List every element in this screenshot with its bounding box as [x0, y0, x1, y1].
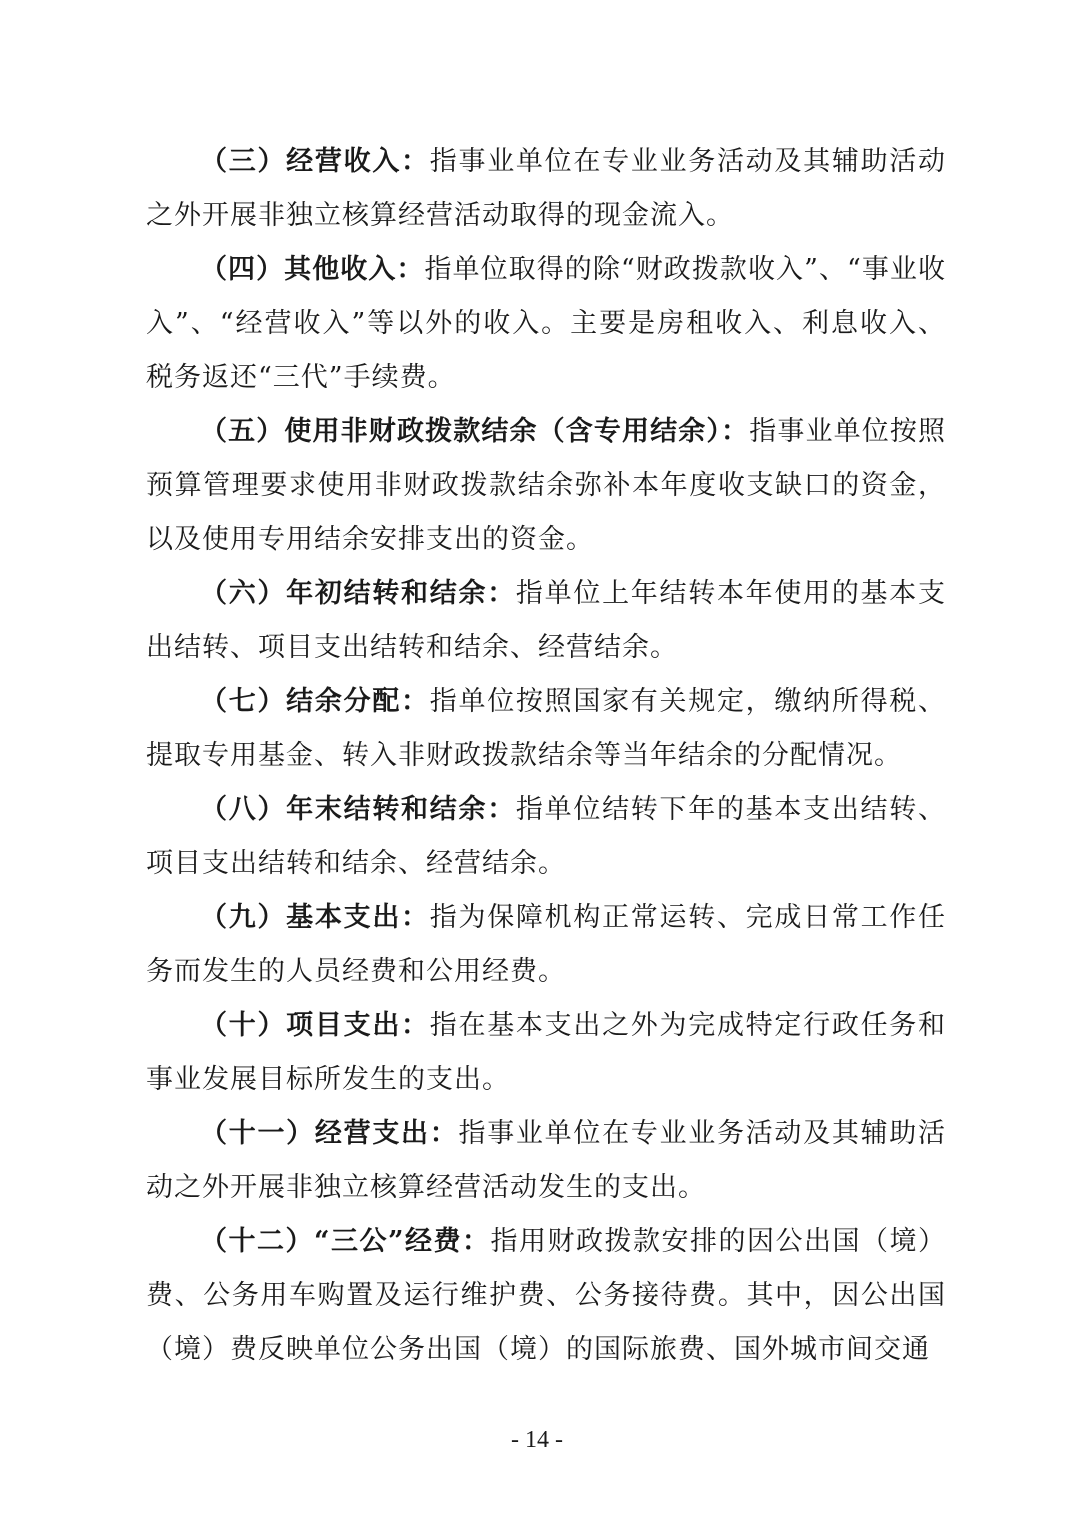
definition-operating-expenditure: 指事业单位在专业业务活动及其辅助活动之外开展非独立核算经营活动发生的支出。	[146, 1118, 947, 1203]
definition-opening-carryover: 指单位上年结转本年使用的基本支出结转、项目支出结转和结余、经营结余。	[146, 578, 947, 663]
definition-basic-expenditure: 指为保障机构正常运转、完成日常工作任务而发生的人员经费和公用经费。	[146, 902, 947, 987]
definition-project-expenditure: 指在基本支出之外为完成特定行政任务和事业发展目标所发生的支出。	[146, 1010, 947, 1095]
paragraph-use-of-balance	[146, 405, 946, 567]
term-opening-carryover: （六）年初结转和结余：	[200, 578, 516, 609]
definition-other-income: 指单位取得的除“财政拨款收入”、“事业收入”、“经营收入”等以外的收入。主要是房租收入、利息收入、税务返还“三代”手续费。	[146, 254, 946, 393]
definition-use-of-balance: 指事业单位按照预算管理要求使用非财政拨款结余弥补本年度收支缺口的资金，以及使用专用结余安排支出的资金。	[146, 416, 947, 555]
paragraph-three-public-expenses	[146, 1215, 946, 1377]
term-closing-carryover: （八）年末结转和结余：	[200, 794, 516, 825]
term-three-public-expenses: （十二）“三公”经费：	[200, 1226, 491, 1257]
definition-balance-distribution: 指单位按照国家有关规定，缴纳所得税、提取专用基金、转入非财政拨款结余等当年结余的分配情况。	[146, 686, 947, 771]
paragraph-operating-expenditure	[146, 1107, 946, 1215]
page-number: - 14 -	[511, 1427, 563, 1453]
term-operating-expenditure: （十一）经营支出：	[200, 1118, 459, 1149]
definition-three-public-expenses: 指用财政拨款安排的因公出国（境）费、公务用车购置及运行维护费、公务接待费。其中，因公出国（境）费反映单位公务出国（境）的国际旅费、国外城市间交通	[146, 1226, 947, 1365]
paragraph-other-income	[146, 243, 946, 405]
paragraph-balance-distribution	[146, 675, 946, 783]
term-operating-income: （三）经营收入：	[200, 146, 430, 177]
definition-closing-carryover: 指单位结转下年的基本支出结转、项目支出结转和结余、经营结余。	[146, 794, 947, 879]
paragraph-opening-carryover	[146, 567, 946, 675]
paragraph-closing-carryover	[146, 783, 946, 891]
term-other-income: （四）其他收入：	[200, 254, 425, 285]
paragraph-operating-income	[146, 135, 946, 243]
term-use-of-balance: （五）使用非财政拨款结余（含专用结余）：	[200, 416, 750, 447]
term-project-expenditure: （十）项目支出：	[200, 1010, 430, 1041]
term-basic-expenditure: （九）基本支出：	[200, 902, 430, 933]
paragraph-basic-expenditure	[146, 891, 946, 999]
definition-operating-income: 指事业单位在专业业务活动及其辅助活动之外开展非独立核算经营活动取得的现金流入。	[146, 146, 947, 231]
term-balance-distribution: （七）结余分配：	[200, 686, 430, 717]
body-text	[146, 135, 946, 1377]
paragraph-project-expenditure	[146, 999, 946, 1107]
